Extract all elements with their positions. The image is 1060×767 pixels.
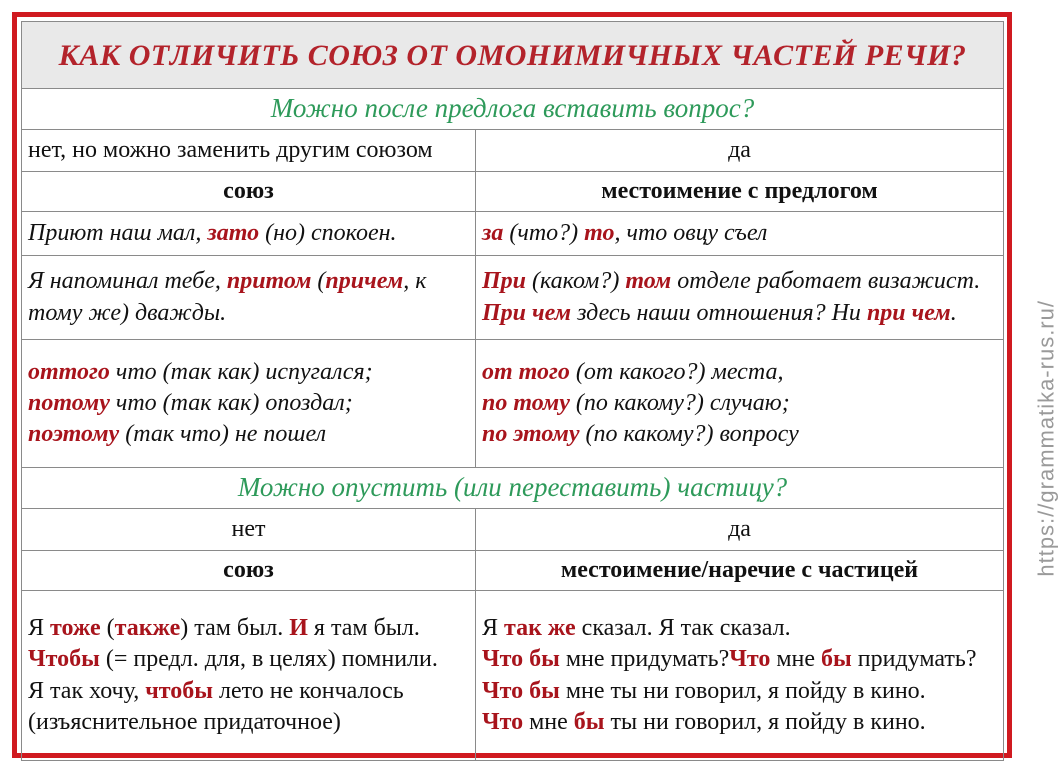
- answer-no-1: нет, но можно заменить другим союзом: [22, 130, 476, 172]
- answer-yes-2: да: [476, 509, 1004, 551]
- example-ottogo: оттого что (так как) испугался; потому что (так как) опоздал; поэтому (так что) не пошел: [22, 340, 476, 468]
- slide-frame: [12, 12, 1012, 758]
- answer-no-2: нет: [22, 509, 476, 551]
- answer-yes-1: да: [476, 130, 1004, 172]
- header-pronoun-adverb-particle: местоимение/наречие с частицей: [476, 551, 1004, 591]
- question-1: Можно после предлога вставить вопрос?: [22, 89, 1004, 130]
- examples-conjunction: Я тоже (также) там был. И я там был. Чтобы (= предл. для, в целях) помнили. Я так хочу, чтобы лето не кончалось (изъяснительное придаточное): [22, 591, 476, 761]
- header-pronoun-preposition: местоимение с предлогом: [476, 172, 1004, 212]
- page-title: КАК ОТЛИЧИТЬ СОЮЗ ОТ ОМОНИМИЧНЫХ ЧАСТЕЙ РЕЧИ?: [22, 22, 1004, 89]
- example-pritom: Я напоминал тебе, притом (причем, к тому же) дважды.: [22, 256, 476, 340]
- header-conjunction-1: союз: [22, 172, 476, 212]
- comparison-table: [21, 21, 1004, 761]
- example-ot-togo: от того (от какого?) места, по тому (по какому?) случаю; по этому (по какому?) вопросу: [476, 340, 1004, 468]
- header-conjunction-2: союз: [22, 551, 476, 591]
- example-za-to: за (что?) то, что овцу съел: [476, 212, 1004, 256]
- question-2: Можно опустить (или переставить) частицу?: [22, 468, 1004, 509]
- example-pri-tom: При (каком?) том отделе работает визажист. При чем здесь наши отношения? Ни при чем.: [476, 256, 1004, 340]
- examples-pronoun-particle: Я так же сказал. Я так сказал. Что бы мне придумать?Что мне бы придумать? Что бы мне ты ни говорил, я пойду в кино. Что мне бы ты ни говорил, я пойду в кино.: [476, 591, 1004, 761]
- example-zato: Приют наш мал, зато (но) спокоен.: [22, 212, 476, 256]
- watermark-url: https://grammatika-rus.ru/: [1034, 300, 1059, 577]
